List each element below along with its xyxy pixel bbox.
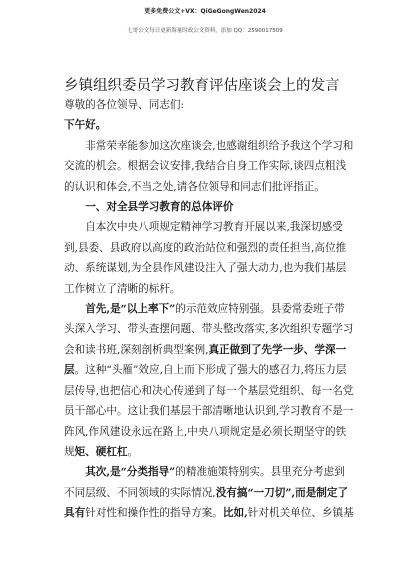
second-point-emphasis: 没有搞“一刀切”,而是制定了具有 [64, 486, 349, 520]
paragraph-overall: 自本次中央八项规定精神学习教育开展以来,我深切感受到,县委、县政府以高度的政治站位和强烈的责任担当,高位推动、系统谋划,为全县作风建设注入了强大动力,也为我们基层工作树立了清晰的标杆。 [64, 221, 347, 295]
second-point-text-cont: 针对性和操作性的指导方案。 [85, 507, 223, 520]
second-point-quote: “分类指导” [120, 466, 176, 479]
promo-subtitle: 七哥公文每日更新海量时政公文资料，添加 QQ：2590017509 [127, 28, 283, 34]
document-body [64, 95, 354, 524]
salutation: 尊敬的各位领导、同志们: [64, 99, 185, 111]
second-point-text: 的精准施策特别实。县里充分考虑到不同层级、不同领域的实际情况, [64, 466, 345, 499]
document-title: 乡镇组织委员学习教育评估座谈会上的发言 [64, 78, 340, 94]
first-point-quote: “以上率下” [120, 303, 176, 316]
first-point-text: 的示范效应特别强。县委常委班子带头深入学习、带头查摆问题、带头整改落实,多次组织专题学习会和读书班,深刻剖析典型案例, [64, 303, 354, 356]
first-point-emphasis: 真正做到了先学一步、学深一层 [64, 343, 347, 377]
second-point-example: 比如, [222, 507, 248, 520]
second-point-lead: 其次,是 [85, 466, 121, 479]
paragraph-intro: 非常荣幸能参加这次座谈会,也感谢组织给予我这个学习和交流的机会。根据会议安排,我结合自身工作实际,谈四点粗浅的认识和体会,不当之处,请各位领导和同志们批评指正。 [64, 139, 354, 193]
second-point-text-end: 针对机关单位、乡镇基 [247, 507, 354, 520]
first-point-lead: 首先,是 [85, 303, 121, 316]
first-point-text-cont: 。这种“头雁”效应,自上而下形成了强大的感召力,将压力层层传导,也把信心和决心传递到了每一个基层党组织、每一名党员干部心中。这让我们基层干部清晰地认识到,学习教育不是一阵风,作风建设永远在路上,中央八项规定是必须长期坚守的铁规 [64, 364, 354, 458]
section-heading: 一、对全县学习教育的总体评价 [85, 201, 234, 214]
paragraph-first-point [64, 299, 354, 462]
paragraph-second-point [64, 462, 354, 523]
first-point-emphasis-end: 矩、硬杠杠 [74, 445, 128, 458]
first-point-end: 。 [127, 445, 139, 458]
greeting: 下午好。 [64, 119, 107, 132]
promo-banner: 更多免费公文+VX：QiGeGongWen2024 [144, 8, 266, 15]
